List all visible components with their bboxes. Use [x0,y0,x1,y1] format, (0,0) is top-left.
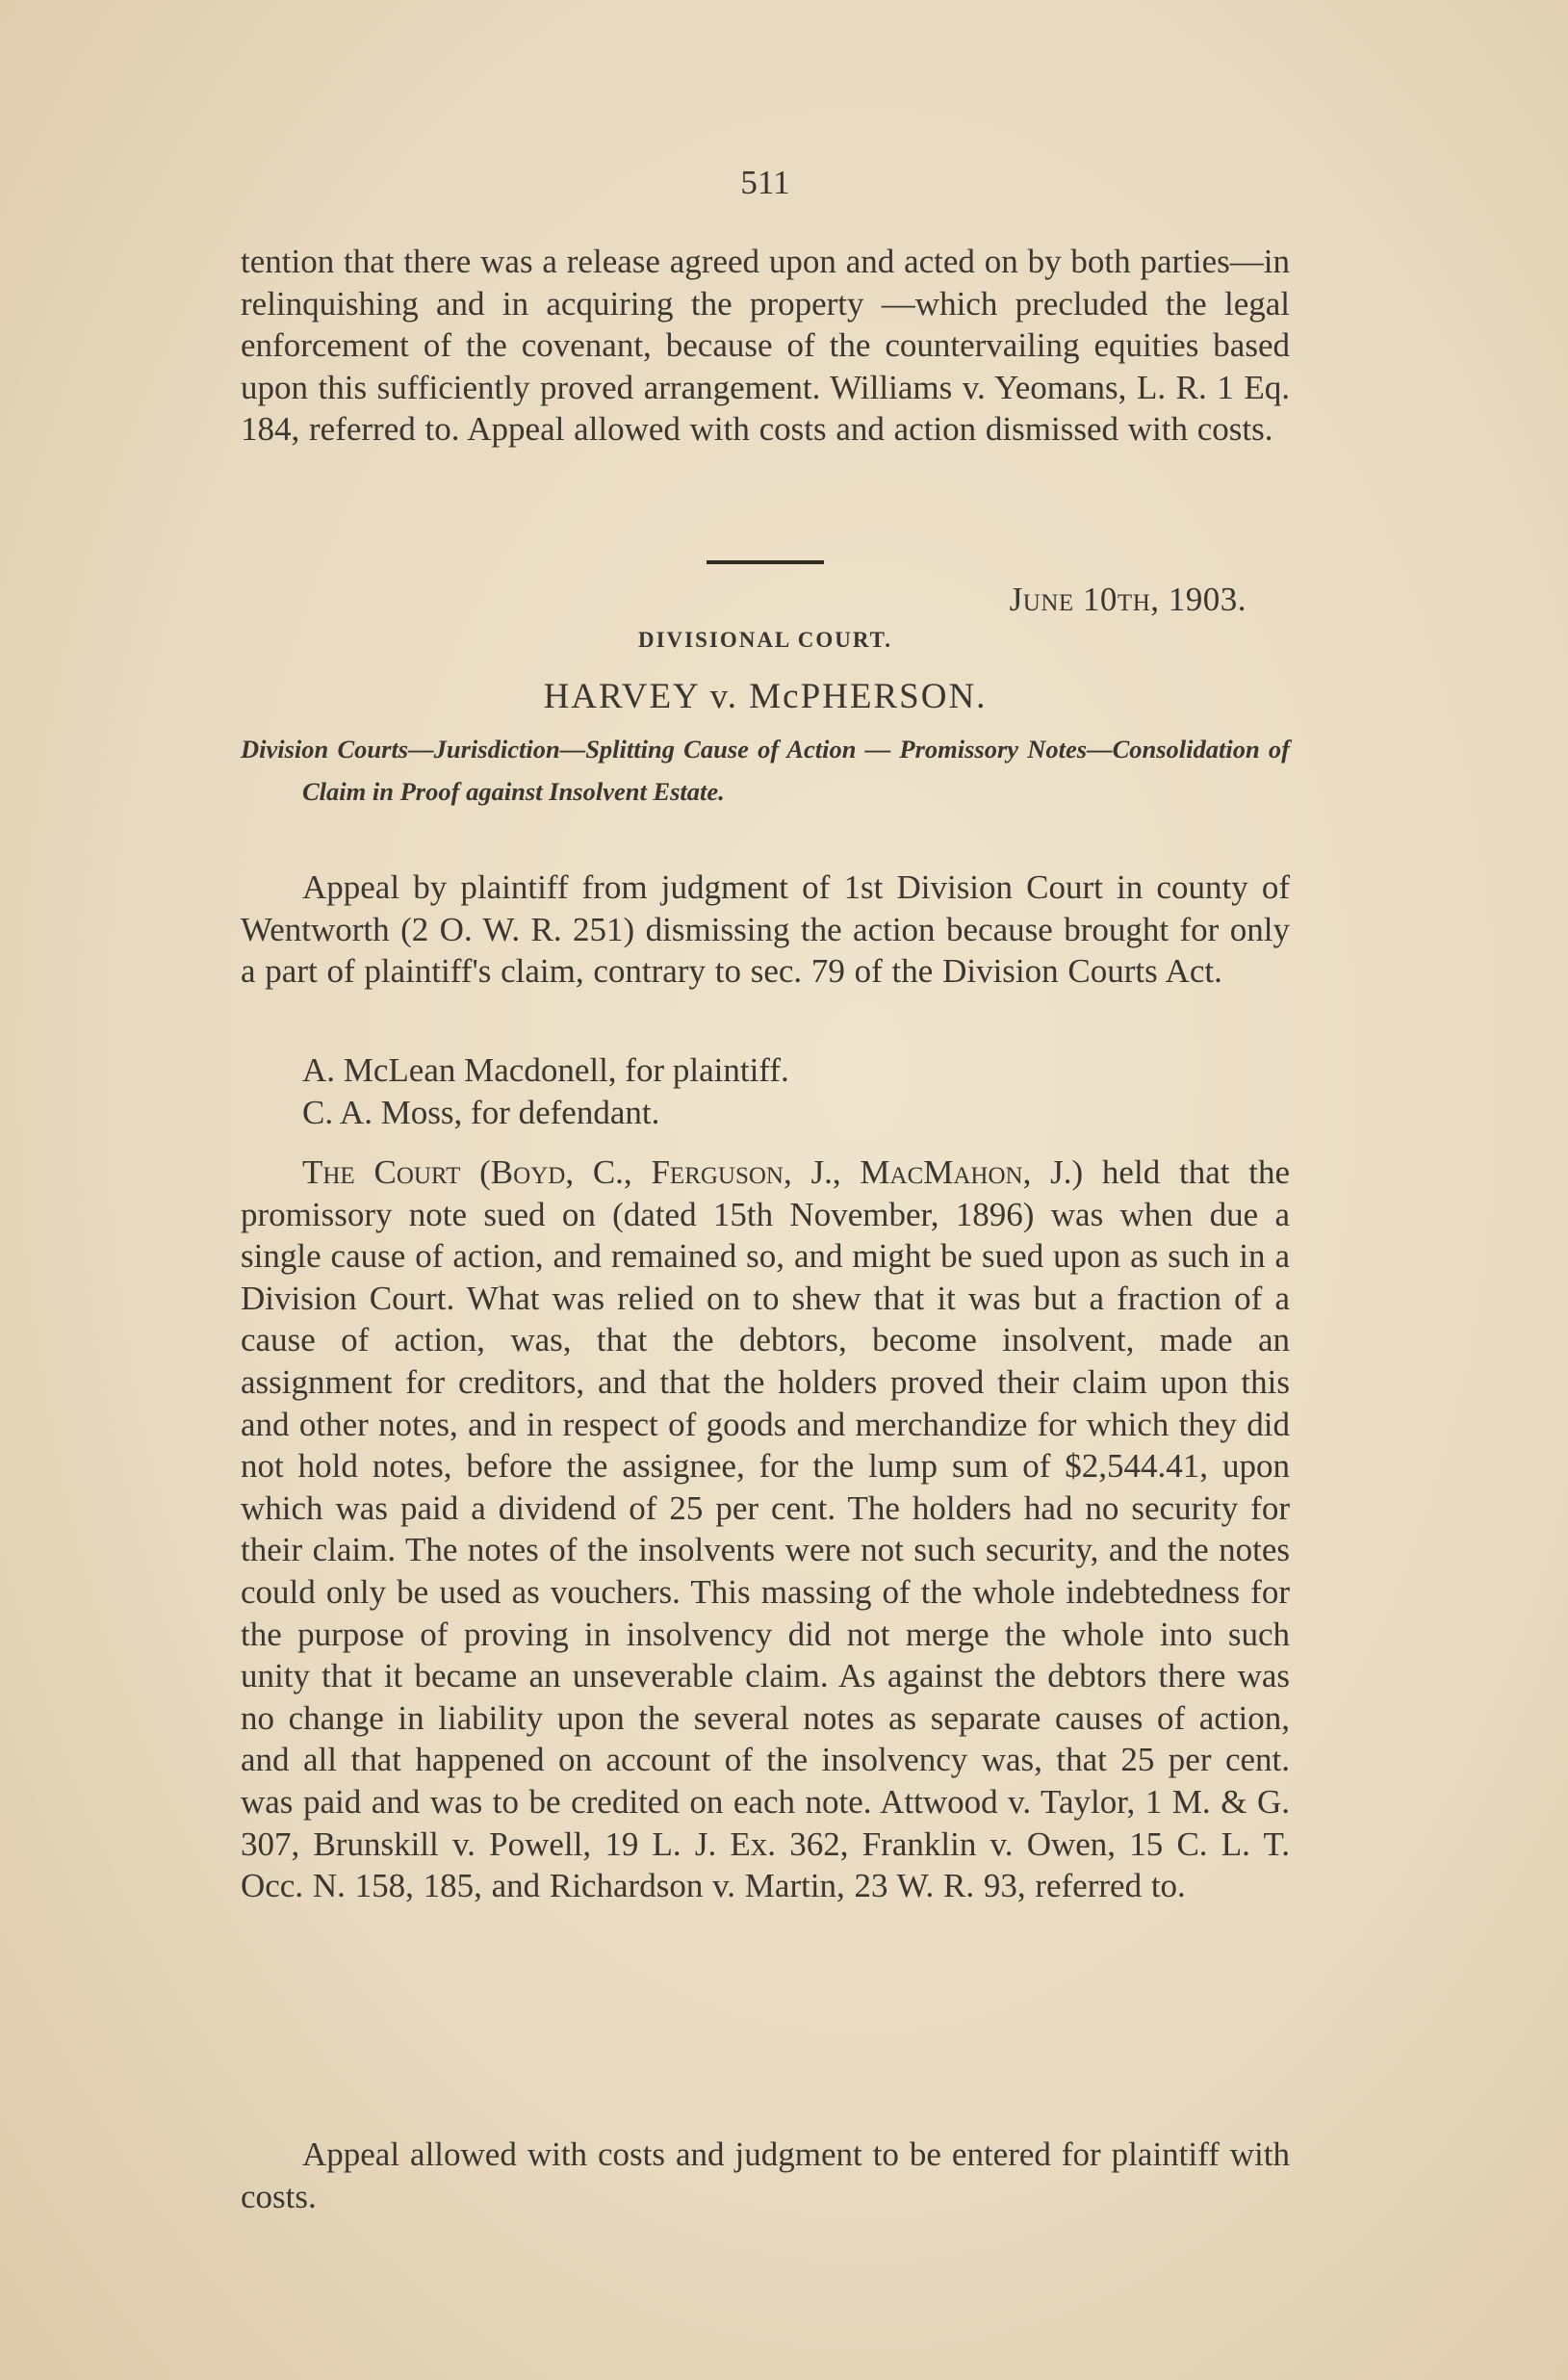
document-page [241,0,1290,2380]
counsel-defendant: C. A. Moss, for defendant. [302,1094,660,1131]
headnote: Division Courts—Jurisdiction—Splitting Cause of Action — Promissory Notes—Consolidation of Claim in Proof against Insolvent Estate. [241,735,1290,806]
judgment-body: held that the promissory note sued on (dated 15th November, 1896) was when due a single cause of action, and remained so, and might be sued upon as such in a Division Court. What was relied on to shew that it was but a fraction of a cause of action, was, that the debtors, become insolvent, made an assignment for creditors, and that the holders proved their claim upon this and other notes, and in respect of goods and merchandize for which they did not hold notes, before the assignee, for the lump sum of $2,544.41, upon which was paid a dividend of 25 per cent. The holders had no security for their claim. The notes of the insolvents were not such security, and the notes could only be used as vouchers. This massing of the whole indebtedness for the purpose of proving in insolvency did not merge the whole into such unity that it became an unseverable claim. As against the debtors there was no change in liability upon the several notes as separate causes of action, and all that happened on account of the insolvency was, that 25 per cent. was paid and was to be credited on each note. Attwood v. Taylor, 1 M. & G. 307, Brunskill v. Powell, 19 L. J. Ex. 362, Franklin v. Owen, 15 C. L. T. Occ. N. 158, 185, and Richardson v. Martin, 23 W. R. 93, referred to. [241,1153,1290,1905]
page-number: 511 [740,164,790,201]
decision-date: June 10th, 1903. [1009,581,1247,618]
appeal-paragraph: Appeal by plaintiff from judgment of 1st Division Court in county of Wentworth (2 O. W. R. 251) dismissing the action because brought for only a part of plaintiff's claim, contrary to sec. 79 of the Division Courts Act. [241,868,1290,991]
intro-paragraph: tention that there was a release agreed upon and acted on by both parties—in relinquishing and in acquiring the property —which precluded the legal enforcement of the covenant, because of the countervailing equities based upon this sufficiently proved arrangement. Williams v. Yeomans, L. R. 1 Eq. 184, referred to. Appeal allowed with costs and action dismissed with costs. [241,243,1290,449]
judgment-lead: The Court (Boyd, C., Ferguson, J., MacMahon, J.) [302,1153,1084,1191]
section-divider [707,560,824,564]
court-name: DIVISIONAL COURT. [637,628,893,652]
judgment-paragraph [241,1151,1290,1907]
case-title: HARVEY v. McPHERSON. [543,677,988,716]
counsel-plaintiff: A. McLean Macdonell, for plaintiff. [302,1051,789,1089]
disposition-paragraph: Appeal allowed with costs and judgment to be entered for plaintiff with costs. [241,2135,1290,2215]
